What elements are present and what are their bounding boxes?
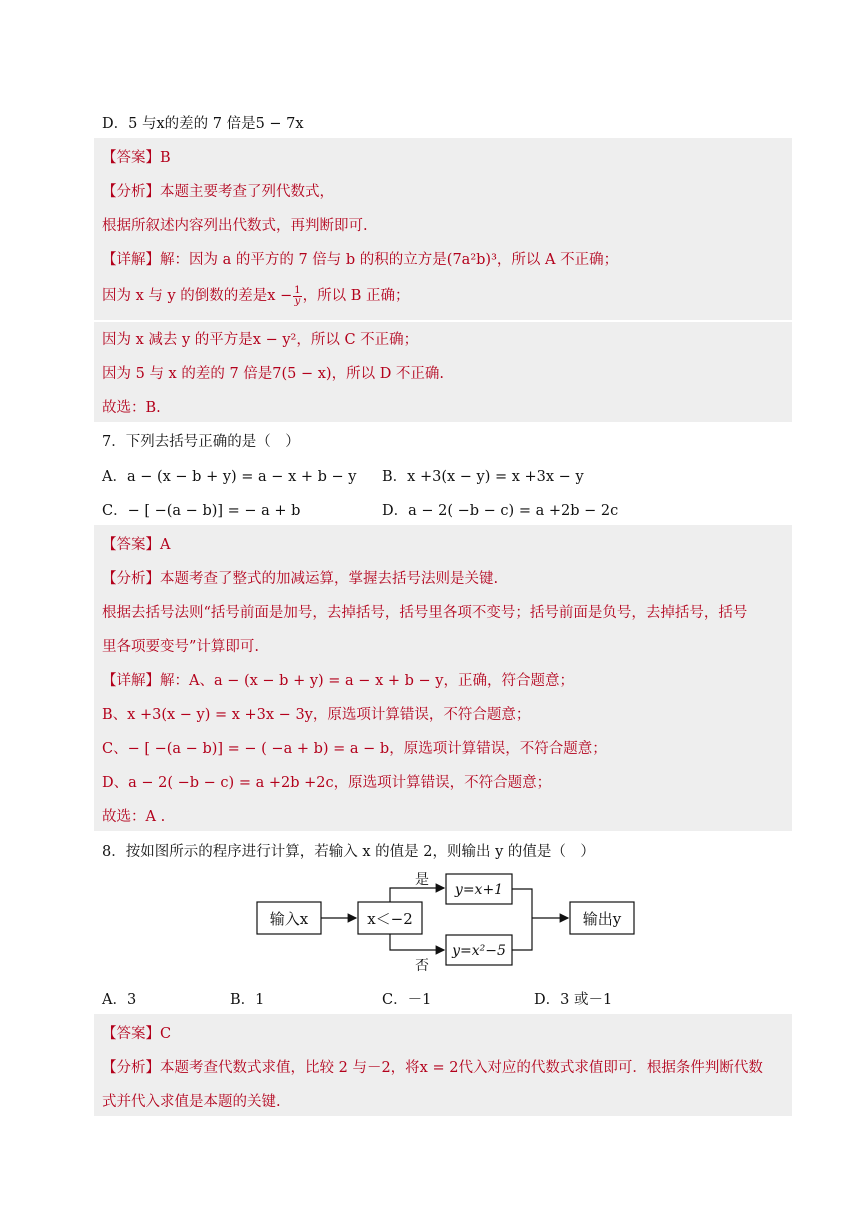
q6-detail-2-post: ，所以 B 正确；	[302, 288, 410, 304]
flow-arrow-no	[390, 934, 444, 950]
q6-detail-2-fraction	[293, 286, 301, 307]
q6-detail-3: 因为 x 减去 y 的平方是x − y²，所以 C 不正确；	[102, 332, 419, 348]
q7-option-a: A．a − (x − b + y) = a − x + b − y	[102, 469, 357, 485]
flow-no-formula: y=x²−5	[452, 943, 506, 959]
q7-analysis-3: 里各项要变号”计算即可.	[102, 639, 260, 655]
q8-option-c: C．－1	[382, 992, 432, 1008]
q6-choose: 故选：B.	[102, 400, 161, 416]
q8-option-a: A．3	[102, 992, 137, 1008]
q6-detail-4: 因为 5 与 x 的差的 7 倍是7(5 − x)，所以 D 不正确.	[102, 366, 445, 382]
q8-analysis-1: 【分析】本题考查代数式求值，比较 2 与－2，将x = 2代入对应的代数式求值即可．根据条件判断代数	[102, 1060, 763, 1076]
q7-detail-1: 【详解】解：A、a − (x − b + y) = a − x + b − y，正确，符合题意；	[102, 673, 574, 689]
q7-choose: 故选：A .	[102, 809, 166, 825]
q7-detail-2: B、x +3(x − y) = x +3x − 3y，原选项计算错误，不符合题意；	[102, 707, 531, 723]
fraction-numerator: 1	[294, 284, 301, 296]
q6-detail-1: 【详解】解：因为 a 的平方的 7 倍与 b 的积的立方是(7a²b)³，所以 A 不正确；	[102, 252, 619, 268]
flow-yes-label: 是	[415, 872, 429, 888]
flow-yes-formula: y=x+1	[454, 882, 504, 898]
q8-stem: 8．按如图所示的程序进行计算，若输入 x 的值是 2，则输出 y 的值是（ ）	[102, 844, 595, 860]
q8-option-d: D．3 或－1	[534, 992, 613, 1008]
q6-analysis-1: 【分析】本题主要考查了列代数式，	[102, 184, 334, 200]
q7-option-c: C．− [ −(a − b)] = − a + b	[102, 503, 301, 519]
flow-input-label: 输入x	[269, 910, 309, 928]
q7-detail-3: C、− [ −(a − b)] = − ( −a + b) = a − b，原选项计算错误，不符合题意；	[102, 741, 607, 757]
q6-answer: 【答案】B	[102, 150, 171, 166]
q7-answer: 【答案】A	[102, 537, 171, 553]
q7-option-d: D．a − 2( −b − c) = a +2b − 2c	[382, 503, 619, 519]
q6-detail-2-pre: 因为 x 与 y 的倒数的差是x −	[102, 288, 293, 304]
flow-arrow-yes	[390, 888, 444, 902]
q6-detail-2	[102, 284, 410, 307]
q7-analysis-1: 【分析】本题考查了整式的加减运算，掌握去括号法则是关键.	[102, 571, 499, 587]
q7-stem: 7．下列去括号正确的是（ ）	[102, 434, 300, 450]
flow-merge-line	[512, 889, 532, 950]
q8-analysis-2: 式并代入求值是本题的关键.	[102, 1094, 281, 1110]
q7-analysis-2: 根据去括号法则“括号前面是加号，去掉括号，括号里各项不变号；括号前面是负号，去掉括号，括号	[102, 605, 748, 621]
q6-option-d: D．5 与x的差的 7 倍是5 − 7x	[102, 116, 304, 132]
q6-analysis-2: 根据所叙述内容列出代数式，再判断即可.	[102, 218, 368, 234]
fraction-denominator: y	[294, 295, 301, 307]
q7-option-b: B．x +3(x − y) = x +3x − y	[382, 469, 584, 485]
q8-answer: 【答案】C	[102, 1026, 172, 1042]
flow-output-label: 输出y	[582, 910, 622, 928]
q8-option-b: B．1	[230, 992, 265, 1008]
flow-no-label: 否	[415, 958, 429, 974]
flow-condition-label: x＜−2	[367, 910, 413, 928]
q8-flowchart	[250, 868, 650, 976]
q7-detail-4: D、a − 2( −b − c) = a +2b +2c，原选项计算错误，不符合题意；	[102, 775, 552, 791]
